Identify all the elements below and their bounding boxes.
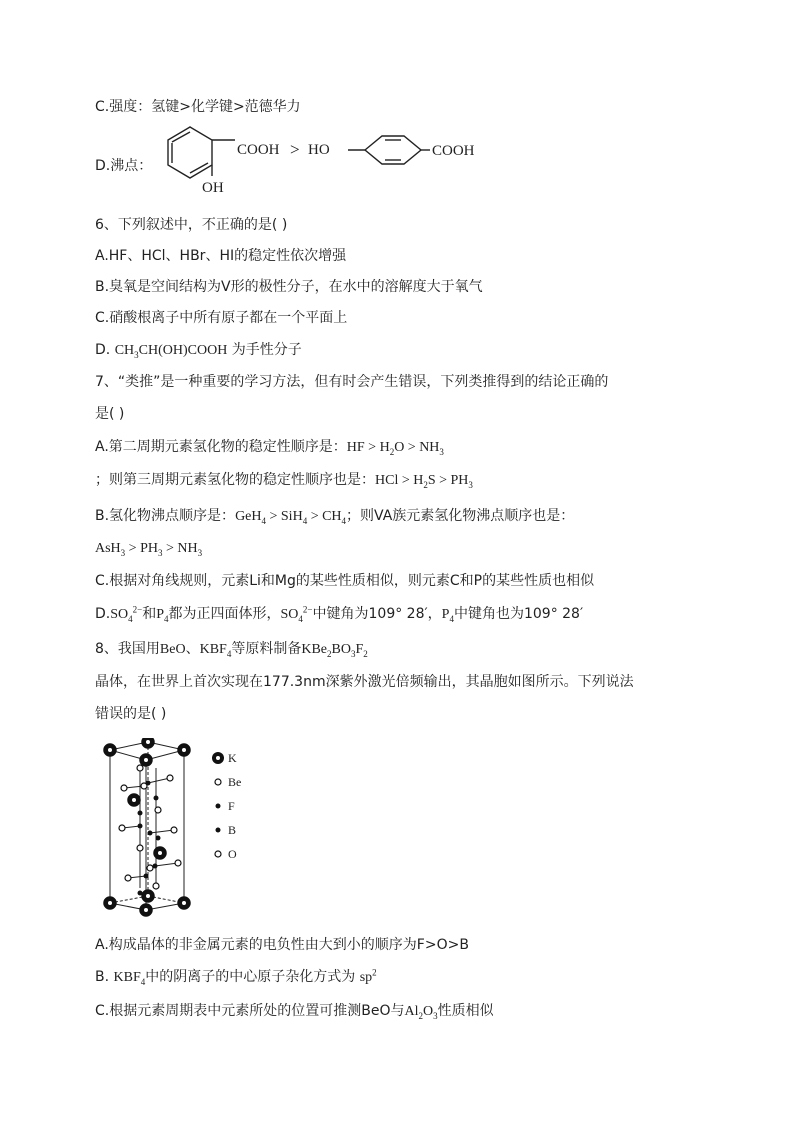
legend-k: K: [228, 751, 237, 765]
greater-than: >: [290, 140, 300, 159]
q8-option-c: C.根据元素周期表中元素所处的位置可推测BeO与$Al_2O_3$性质相似: [95, 1003, 494, 1021]
legend: [212, 751, 241, 861]
boiling-point-structures: [150, 118, 490, 198]
q7-option-b-line2: $AsH_3 > PH_3 > NH_3$: [95, 541, 203, 558]
q8-option-a: A.构成晶体的非金属元素的电负性由大到小的顺序为F>O>B: [95, 937, 469, 953]
q6-option-b: B.臭氧是空间结构为V形的极性分子，在水中的溶解度大于氧气: [95, 279, 483, 295]
q8-option-b: B. $KBF_4$中的阴离子的中心原子杂化方式为 $sp^2$: [95, 967, 377, 987]
benzene-ring-left: [168, 127, 212, 178]
crystal-cell-figure: [100, 738, 260, 918]
q7-option-d: $D.SO_4^{2-}$和$P_4$都为正四面体形，$SO_4^{2-}$中键角为109° 28′，$P_4$中键角也为109° 28′: [95, 604, 584, 624]
q6-option-a: A.HF、HCl、HBr、HI的稳定性依次增强: [95, 248, 347, 264]
legend-be: Be: [228, 775, 242, 789]
k-atoms: [104, 738, 190, 916]
question-7-line2: 是( ): [95, 406, 125, 422]
cooh-label-right: COOH: [432, 143, 475, 159]
cooh-label-left: COOH: [237, 142, 280, 158]
legend-b: B: [228, 823, 237, 837]
question-8-line2: 晶体，在世界上首次实现在177.3nm深紫外激光倍频输出，其晶胞如图所示。下列说法: [95, 674, 634, 690]
option-c-strength: C.强度：氢键>化学键>范德华力: [95, 99, 301, 115]
oh-label: OH: [202, 180, 224, 196]
q7-option-c: C.根据对角线规则，元素Li和Mg的某些性质相似，则元素C和P的某些性质也相似: [95, 573, 595, 589]
legend-f: F: [228, 799, 235, 813]
question-6: 6、下列叙述中，不正确的是( ): [95, 217, 288, 233]
ho-label: HO: [308, 142, 330, 158]
q7-option-a-line1: A.第二周期元素氢化物的稳定性顺序是：HF > $H_2O > NH_3$: [95, 439, 444, 457]
question-7-line1: 7、“类推”是一种重要的学习方法，但有时会产生错误，下列类推得到的结论正确的: [95, 374, 609, 390]
legend-o: O: [228, 847, 237, 861]
question-8-line3: 错误的是( ): [95, 706, 167, 722]
q6-option-d: D. $CH_3CH(OH)COOH$ 为手性分子: [95, 342, 302, 360]
q7-option-b-line1: B.氢化物沸点顺序是：$GeH_4 > SiH_4 > CH_4$；则VA族元素氢化物沸点顺序也是：: [95, 508, 575, 526]
q7-option-a-line2: ；则第三周期元素氢化物的稳定性顺序也是：HCl > $H_2S > PH_3$: [95, 472, 473, 490]
f-b-atoms: [138, 781, 161, 896]
option-d-label: D.沸点：: [95, 158, 153, 174]
question-8-line1: 8、我国用BeO、$KBF_4$等原料制备$KBe_2BO_3F_2$: [95, 641, 368, 659]
q6-option-c: C.硝酸根离子中所有原子都在一个平面上: [95, 310, 348, 326]
